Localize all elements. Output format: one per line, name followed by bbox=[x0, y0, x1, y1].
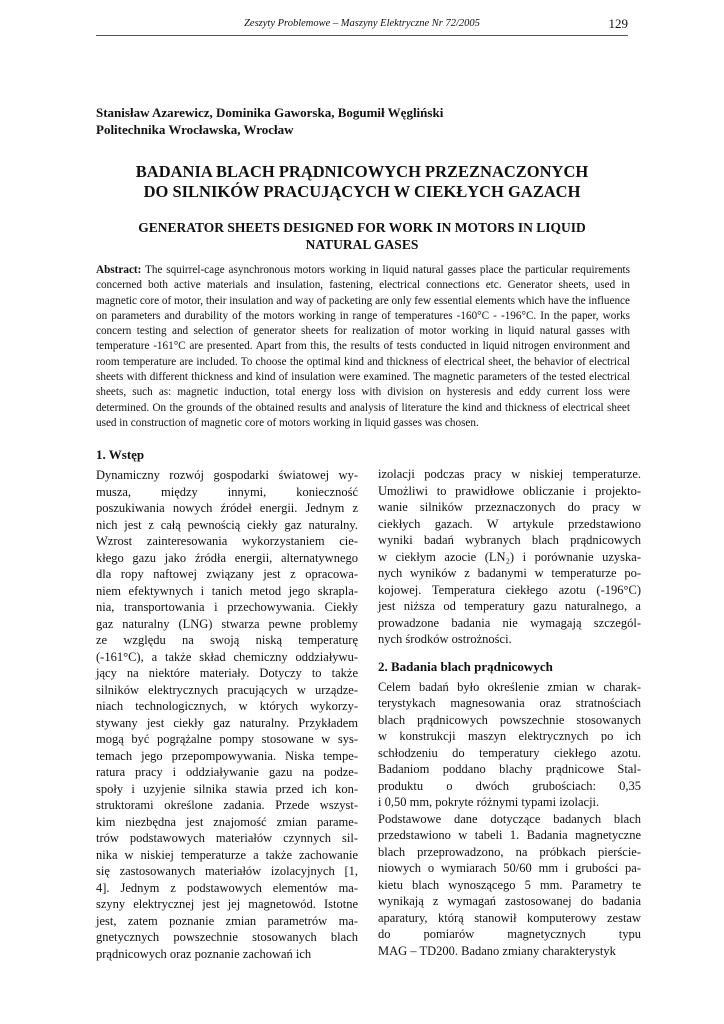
text-line: niem efektywnych i tanich metod jego skrapla- bbox=[96, 583, 358, 598]
page-number: 129 bbox=[608, 16, 628, 31]
text-line: społy i uzyjenie silnika stawia przed ich kon- bbox=[96, 781, 358, 796]
section-paragraph bbox=[96, 467, 358, 962]
title-english-line: GENERATOR SHEETS DESIGNED FOR WORK IN MOTORS IN LIQUID bbox=[138, 220, 586, 235]
text-line: struktorami określone zadania. Przede wszyst- bbox=[96, 798, 358, 812]
text-line: (-161°C), a także skład chemiczny oddziaływu- bbox=[96, 649, 358, 664]
text-line: szyny elektrycznej jest jej magnetowód. Istotne bbox=[96, 897, 358, 911]
left-column bbox=[96, 446, 358, 962]
text-line: Umożliwi to prawidłowe obliczanie i projekto- bbox=[378, 483, 641, 498]
section-heading: 1. Wstęp bbox=[96, 447, 145, 462]
right-column bbox=[378, 466, 641, 959]
text-line: schłodzeniu do temperatury ciekłego azotu. bbox=[378, 745, 641, 760]
text-line: nia, transportowania i przechowywania. Ciekły bbox=[96, 600, 358, 614]
text-line: blach przeprowadzono, na próbkach pierście- bbox=[378, 844, 641, 859]
text-line: prowadzone badania nie wymagają szczegól- bbox=[378, 615, 641, 630]
title-polish-line: BADANIA BLACH PRĄDNICOWYCH PRZEZNACZONYCH bbox=[135, 162, 589, 181]
abstract bbox=[96, 263, 630, 431]
text-line: przedstawiono w tabeli 1. Badania magnetyczne bbox=[378, 828, 641, 842]
section-heading: 2. Badania blach prądnicowych bbox=[378, 658, 553, 674]
text-line: stywany jest ciekły gaz naturalny. Przykładem bbox=[96, 715, 358, 730]
text-line: Dynamiczny rozwój gospodarki światowej wy- bbox=[96, 468, 358, 482]
text-line: Podstawowe dane dotyczące badanych blach bbox=[378, 811, 641, 826]
text-line: Badaniom poddano blachy prądnicowe Stal- bbox=[378, 762, 641, 776]
journal-name: Zeszyty Problemowe – Maszyny Elektryczne Nr 72/2005 bbox=[244, 18, 480, 29]
text-line: blach prądnicowych powszechnie stosowanych bbox=[378, 712, 641, 727]
text-line: niach technologicznych, w których wykorzy- bbox=[96, 699, 358, 713]
section-paragraph bbox=[378, 466, 641, 648]
title-english-line: NATURAL GASES bbox=[305, 237, 419, 252]
text-line: dla ropy naftowej związany jest z opracowa- bbox=[96, 567, 358, 581]
text-line: poszukiwania nowych źródeł energii. Jednym z bbox=[96, 501, 358, 515]
text-line: trów podstawowych materiałów czynnych sil- bbox=[96, 831, 358, 845]
text-line: i 0,50 mm, pokryte różnymi typami izolacji. bbox=[378, 795, 600, 809]
text-line: musza, między innymi, konieczność bbox=[96, 484, 358, 499]
text-line: wanie silników przeznaczonych do pracy w bbox=[378, 500, 641, 514]
text-line: się zastosowanych materiałów izolacyjnych [1, bbox=[96, 864, 358, 878]
text-line: ratura pracy i oddziaływanie gazu na podze- bbox=[96, 765, 358, 779]
text-line: ciekłych gazach. W artykule przedstawiono bbox=[378, 516, 641, 531]
affiliation: Politechnika Wrocławska, Wrocław bbox=[96, 122, 294, 137]
text-line: nich jest z całą pewnością ciekły gaz naturalny. bbox=[96, 517, 358, 532]
text-line: nych wyników z badanymi w temperaturze po- bbox=[378, 566, 641, 580]
text-line: gaz naturalny (LNG) stwarza pewne problemy bbox=[96, 616, 358, 631]
text-line: Celem badań było określenie zmian w charak- bbox=[378, 679, 641, 694]
header-rule bbox=[96, 35, 628, 36]
text-line: kojowej. Temperatura ciekłego azotu (-196°C) bbox=[378, 582, 641, 597]
title-english bbox=[96, 219, 628, 253]
text-line: MAG – TD200. Badano zmiany charakterystyk bbox=[378, 943, 616, 958]
text-line: mogą być pogrążalne pompy stosowane w sys- bbox=[96, 732, 358, 746]
text-line: prądnicowych oraz poznanie zachowań ich bbox=[96, 946, 312, 961]
text-line: temach jego przepompowywania. Niska tempe- bbox=[96, 748, 358, 763]
text-line: kłego gazu jako źródła energii, alternatywnego bbox=[96, 550, 358, 565]
text-line: gnetycznych powszechnie stosowanych blach bbox=[96, 930, 358, 944]
text-line: niowych o wymiarach 50/60 mm i grubości pa- bbox=[378, 861, 641, 875]
section-paragraph bbox=[378, 679, 641, 811]
text-line: silników elektrycznych pracujących w urządze- bbox=[96, 682, 358, 697]
text-line: Wzrost zainteresowania wykorzystaniem cie- bbox=[96, 534, 358, 548]
text-line: produktu o dwóch grubościach: 0,35 bbox=[378, 778, 641, 793]
text-line: kim niezbędna jest znajomość zmian parame- bbox=[96, 814, 358, 829]
section-paragraph bbox=[378, 811, 641, 960]
text-line: nych środków ostrożności. bbox=[378, 632, 512, 646]
title-polish-line: DO SILNIKÓW PRACUJĄCYCH W CIEKŁYCH GAZACH bbox=[143, 182, 581, 201]
text-line: w konstrukcji maszyn elektrycznych po ich bbox=[378, 729, 641, 743]
text-line: do pomiarów magnetycznych typu bbox=[378, 927, 641, 941]
text-line: nika w niskiej temperaturze a także zachowanie bbox=[96, 847, 358, 862]
text-line: wyniki badań wybranych blach prądnicowych bbox=[378, 533, 641, 547]
text-line: w ciekłym azocie (LN₂) i porównanie uzyska- bbox=[378, 549, 641, 564]
text-line: ze względu na swoją niską temperaturę bbox=[96, 633, 358, 647]
text-line: kietu blach wynoszącego 5 mm. Parametry te bbox=[378, 877, 641, 892]
authors: Stanisław Azarewicz, Dominika Gaworska, Bogumił Węgliński bbox=[96, 105, 444, 120]
text-line: jest niższa od temperatury gazu naturalnego, a bbox=[378, 599, 641, 613]
text-line: izolacji podczas pracy w niskiej temperaturze. bbox=[378, 467, 641, 481]
running-header bbox=[96, 15, 628, 33]
text-line: aparatury, którą stanowił komputerowy zestaw bbox=[378, 910, 641, 925]
text-line: wynikają z wymagań zastosowanej do badania bbox=[378, 894, 641, 908]
text-line: terystykach magnesowania oraz stratnościach bbox=[378, 696, 641, 710]
title-polish bbox=[96, 162, 628, 202]
abstract-text: The squirrel-cage asynchronous motors working in liquid natural gasses place the particular requirements concerned both active materials and insulation, fastening, electrical connections etc. Generator sheets, used in magnetic core of motor, their insulation and way of packeting are only few essential elements which have the influence on parameters and durability of the motors working in range of temperatures -160°C - -196°C. In the paper, works concern testing and selection of generator sheets for realization of motor working in liquid natural gasses with temperature -161°C are presented. Apart from this, the results of tests conducted in liquid nitrogen environment and room temperature are included. To choose the optimal kind and thickness of electrical sheet, the behavior of electrical sheets with different thickness and kind of insulation were examined. The magnetic parameters of the tested electrical sheets, such as: magnetic induction, total energy loss with division on hysteresis and eddy current loss were determined. On the grounds of the obtained results and analysis of literature the kind and thickness of electrical sheet used in construction of magnetic core of motors working in liquid gasses was chosen. bbox=[96, 264, 630, 429]
text-line: jący na niektóre materiały. Dotyczy to także bbox=[96, 666, 358, 680]
text-line: 4]. Jednym z podstawowych elementów ma- bbox=[96, 880, 358, 895]
text-line: jest, zatem poznanie zmian parametrów ma- bbox=[96, 913, 358, 928]
abstract-label: Abstract: bbox=[96, 264, 142, 276]
